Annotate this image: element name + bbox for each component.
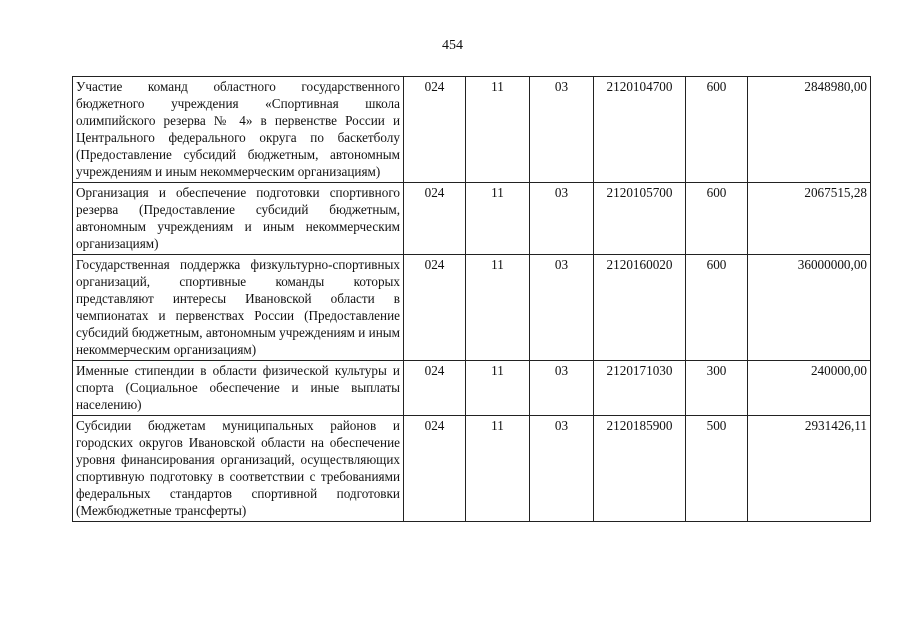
subsection-code: 03 xyxy=(530,416,594,522)
target-article-code: 2120160020 xyxy=(594,255,686,361)
amount: 240000,00 xyxy=(748,361,871,416)
row-description: Государственная поддержка физкультурно-спортивных организаций, спортивные команды которых представляют интересы Ивановской области в чемпионатах и первенствах России (Предоставление субсидий бюджетным, автономным учреждениям и иным некоммерческим организациям) xyxy=(73,255,404,361)
ministry-code: 024 xyxy=(404,183,466,255)
section-code: 11 xyxy=(466,183,530,255)
section-code: 11 xyxy=(466,255,530,361)
ministry-code: 024 xyxy=(404,255,466,361)
ministry-code: 024 xyxy=(404,77,466,183)
section-code: 11 xyxy=(466,416,530,522)
ministry-code: 024 xyxy=(404,416,466,522)
expense-type-code: 600 xyxy=(686,255,748,361)
row-description: Именные стипендии в области физической культуры и спорта (Социальное обеспечение и иные выплаты населению) xyxy=(73,361,404,416)
amount: 2067515,28 xyxy=(748,183,871,255)
subsection-code: 03 xyxy=(530,183,594,255)
target-article-code: 2120171030 xyxy=(594,361,686,416)
section-code: 11 xyxy=(466,77,530,183)
subsection-code: 03 xyxy=(530,255,594,361)
amount: 2848980,00 xyxy=(748,77,871,183)
amount: 2931426,11 xyxy=(748,416,871,522)
subsection-code: 03 xyxy=(530,361,594,416)
target-article-code: 2120105700 xyxy=(594,183,686,255)
expense-type-code: 500 xyxy=(686,416,748,522)
amount: 36000000,00 xyxy=(748,255,871,361)
ministry-code: 024 xyxy=(404,361,466,416)
table-row xyxy=(73,255,871,361)
expense-type-code: 300 xyxy=(686,361,748,416)
budget-table xyxy=(72,76,871,522)
section-code: 11 xyxy=(466,361,530,416)
table-row xyxy=(73,183,871,255)
table-row xyxy=(73,361,871,416)
target-article-code: 2120185900 xyxy=(594,416,686,522)
subsection-code: 03 xyxy=(530,77,594,183)
row-description: Организация и обеспечение подготовки спортивного резерва (Предоставление субсидий бюджетным, автономным учреждениям и иным некоммерческим организациям) xyxy=(73,183,404,255)
table-row xyxy=(73,77,871,183)
page-number: 454 xyxy=(442,38,463,53)
expense-type-code: 600 xyxy=(686,183,748,255)
row-description: Субсидии бюджетам муниципальных районов и городских округов Ивановской области на обеспечение уровня финансирования организаций, осуществляющих спортивную подготовку в соответствии с требованиями федеральных стандартов спортивной подготовки (Межбюджетные трансферты) xyxy=(73,416,404,522)
target-article-code: 2120104700 xyxy=(594,77,686,183)
expense-type-code: 600 xyxy=(686,77,748,183)
table-row xyxy=(73,416,871,522)
row-description: Участие команд областного государственного бюджетного учреждения «Спортивная школа олимпийского резерва № 4» в первенстве России и Центрального федерального округа по баскетболу (Предоставление субсидий бюджетным, автономным учреждениям и иным некоммерческим организациям) xyxy=(73,77,404,183)
